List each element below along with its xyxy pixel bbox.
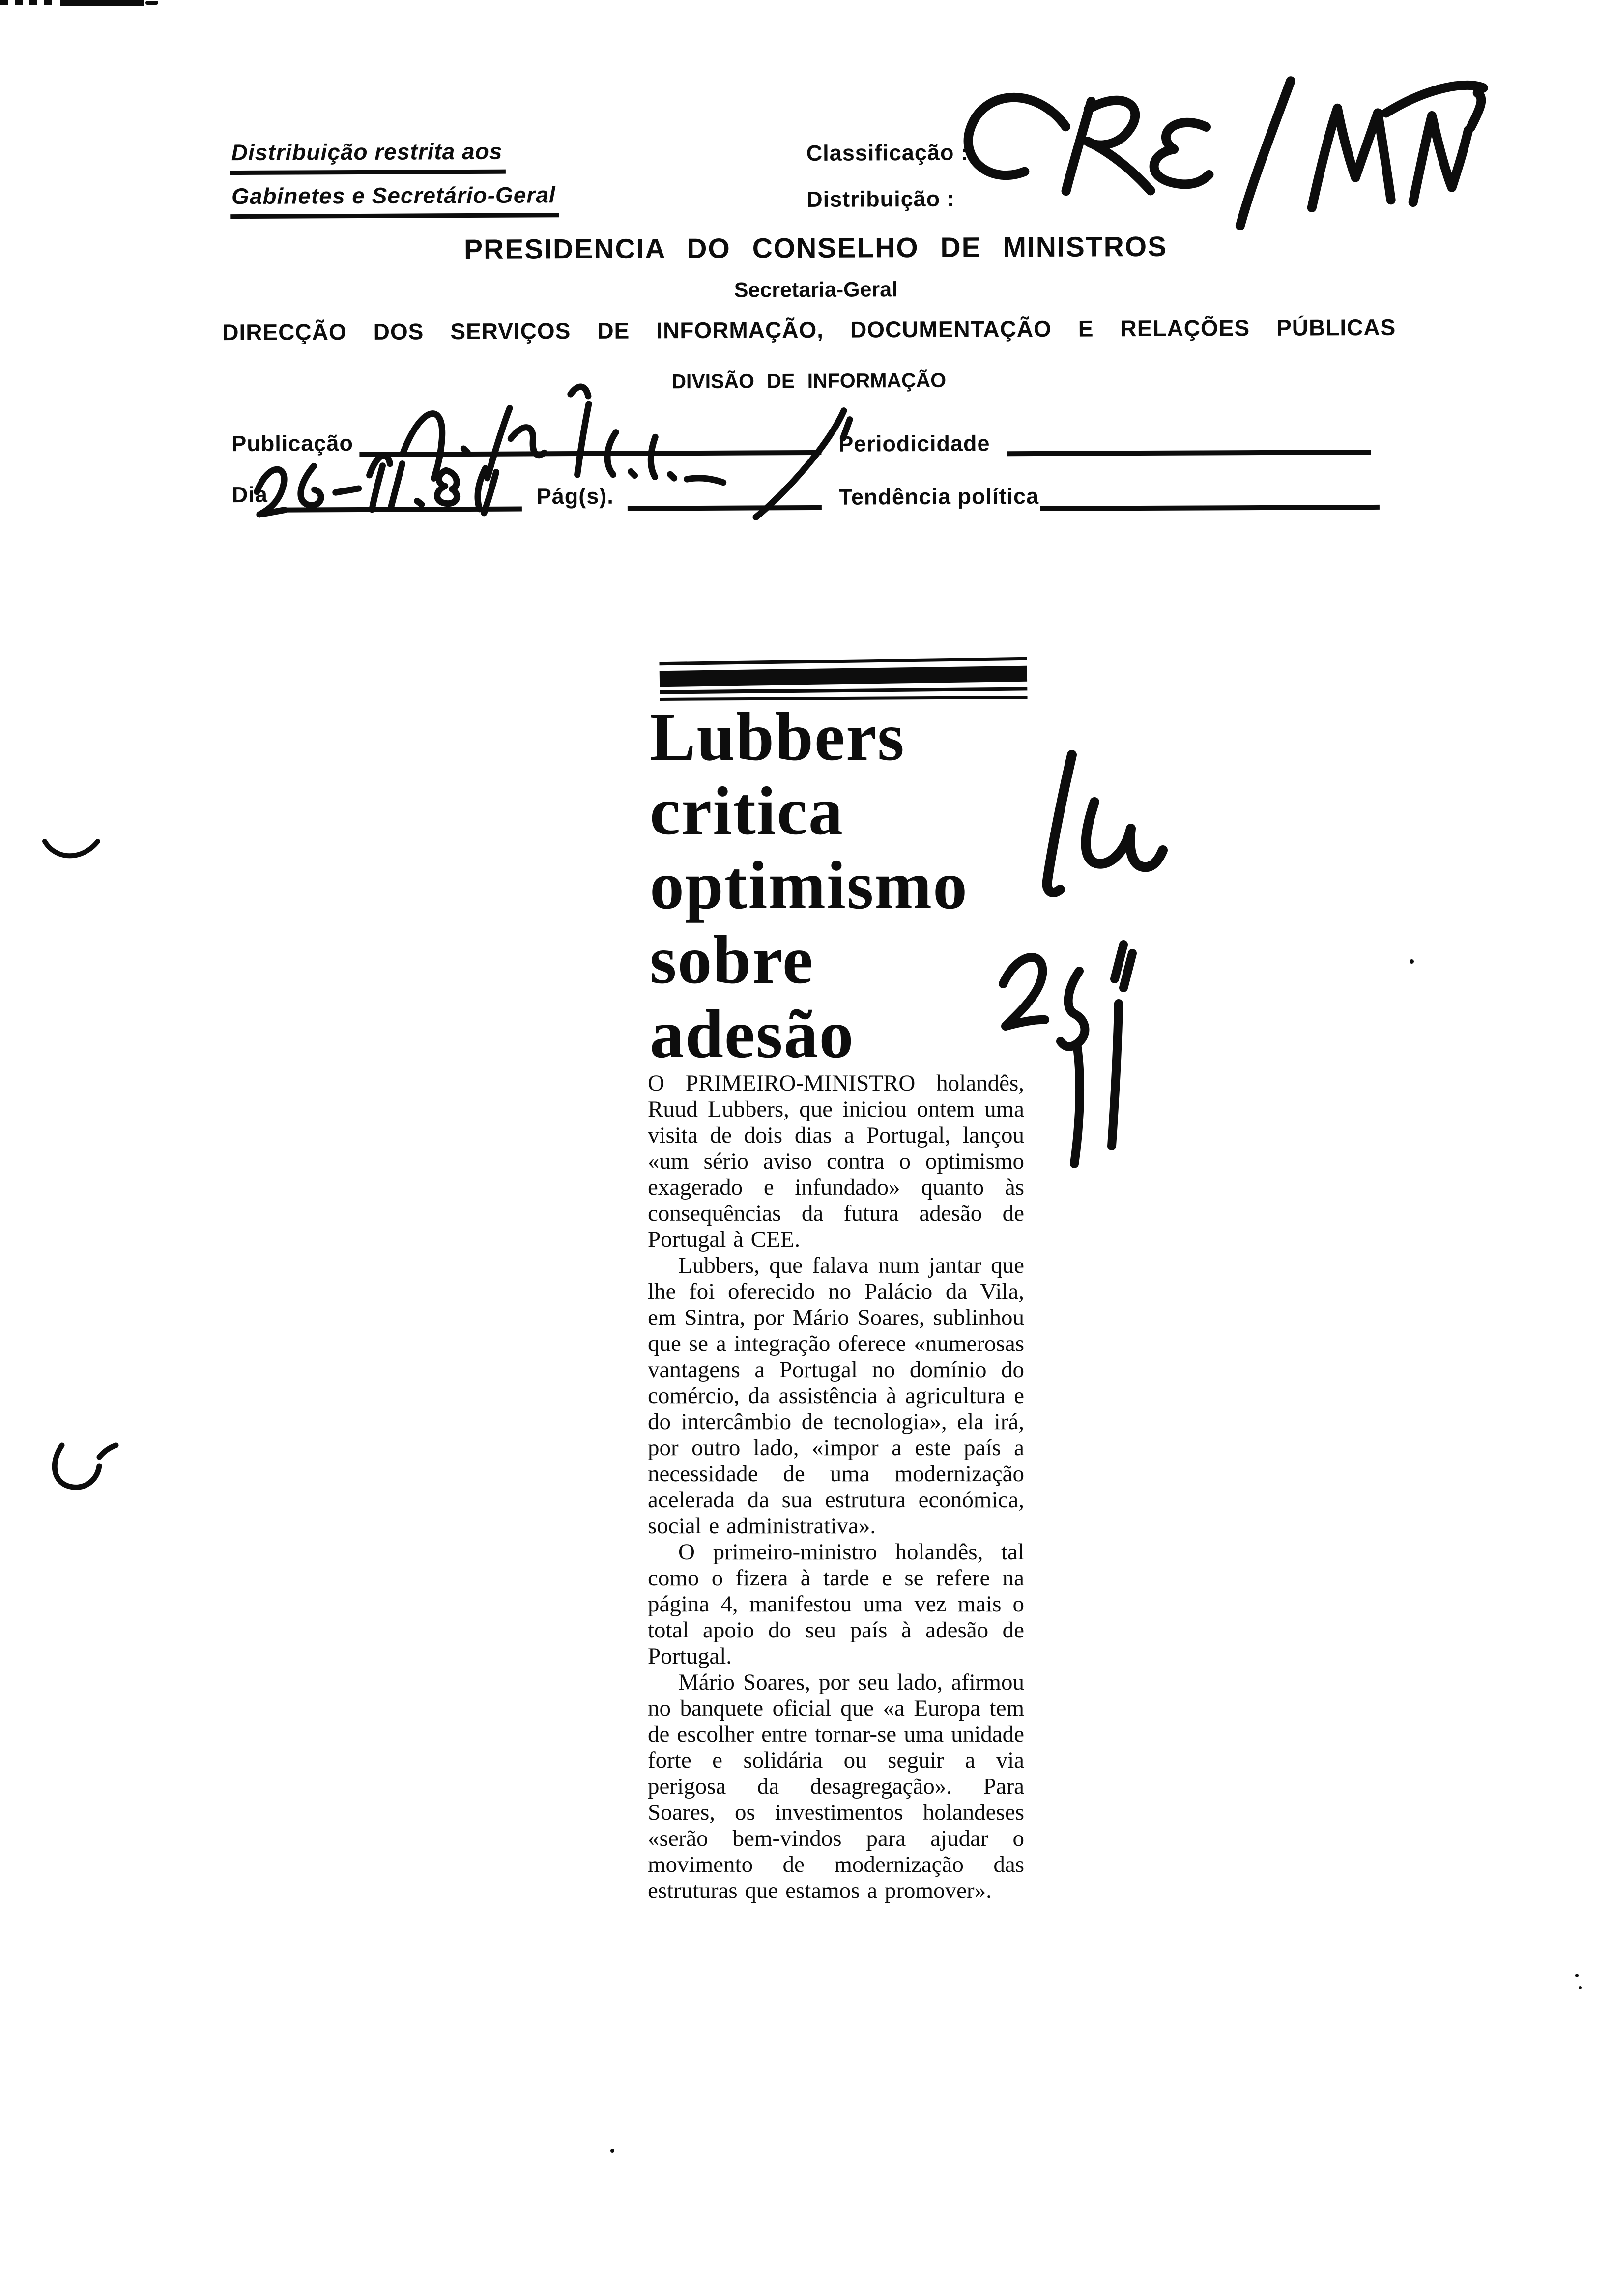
clipping-top-rules — [659, 657, 1027, 702]
thin-rule — [659, 657, 1027, 665]
page-number-handwriting — [748, 407, 856, 523]
division-line: DIVISÃO DE INFORMAÇÃO — [671, 369, 947, 393]
left-margin-pen-mark — [42, 834, 101, 869]
restricted-distribution-note — [230, 138, 559, 227]
routing-form-header — [0, 0, 1612, 593]
heavy-rule — [660, 666, 1027, 687]
headline-line: optimismo — [650, 847, 968, 924]
ink-speck — [610, 2149, 614, 2152]
headline-line: critica — [650, 773, 844, 850]
distribuicao-label: Distribuição : — [806, 186, 955, 212]
dia-label: Dia — [231, 482, 268, 508]
classificacao-label: Classificação : — [806, 140, 969, 166]
article-paragraph: O PRIMEIRO-MINISTRO holandês, Ruud Lubbers, que iniciou ontem uma visita de dois dias a Portugal, lançou «um sério aviso contra o optimismo exagerado e infundado» quanto às consequências da futura adesão de Portugal à CEE. — [648, 1070, 1024, 1252]
article-paragraph: Mário Soares, por seu lado, afirmou no banquete oficial que «a Europa tem de escolher entre tornar-se uma unidade forte e solidária ou seguir a via perigosa da desagregação». Para Soares, os investimentos holandeses «serão bem-vindos para ajudar o movimento de modernização das estruturas que estamos a promover». — [648, 1669, 1024, 1903]
restricted-note-line1: Distribuição restrita aos — [230, 138, 506, 175]
org-title: PRESIDENCIA DO CONSELHO DE MINISTROS — [463, 230, 1168, 266]
classification-handwriting — [918, 78, 1484, 233]
pags-label: Pág(s). — [536, 483, 614, 509]
headline-line: adesão — [650, 996, 855, 1072]
publicacao-label: Publicação — [231, 430, 354, 457]
article-body — [648, 1070, 1024, 1904]
restricted-note-line2: Gabinetes e Secretário-Geral — [230, 181, 559, 219]
ink-speck — [1410, 959, 1414, 964]
tendencia-blank-line — [1040, 505, 1380, 511]
thin-rule — [660, 687, 1027, 694]
ink-speck — [1575, 1974, 1579, 1977]
periodicidade-blank-line — [1007, 450, 1371, 456]
org-subtitle: Secretaria-Geral — [734, 278, 898, 302]
date-handwriting — [229, 443, 549, 526]
headline-pen-annotation — [1025, 733, 1211, 900]
headline-line: sobre — [650, 921, 814, 998]
ink-speck — [1579, 1986, 1582, 1989]
headline-line: Lubbers — [650, 699, 905, 775]
tendencia-label: Tendência política — [838, 483, 1039, 510]
directorate-line: DIRECÇÃO DOS SERVIÇOS DE INFORMAÇÃO, DOCUMENTAÇÃO E RELAÇÕES PÚBLICAS — [222, 314, 1396, 345]
article-paragraph: Lubbers, que falava num jantar que lhe foi oferecido no Palácio da Vila, em Sintra, por Mário Soares, sublinhou que se a integração oferece «numerosas vantagens a Portugal no domínio do comércio, da assistência à agricultura e do intercâmbio de tecnologia», ela irá, por outro lado, «impor a este país a necessidade de uma modernização acelerada da sua estrutura económica, social e administrativa». — [648, 1253, 1024, 1539]
periodicidade-label: Periodicidade — [838, 430, 990, 457]
left-margin-pen-mark — [44, 1437, 118, 1496]
article-paragraph: O primeiro-ministro holandês, tal como o fizera à tarde e se refere na página 4, manifestou uma vez mais o total apoio do seu país à adesão de Portugal. — [648, 1539, 1024, 1669]
